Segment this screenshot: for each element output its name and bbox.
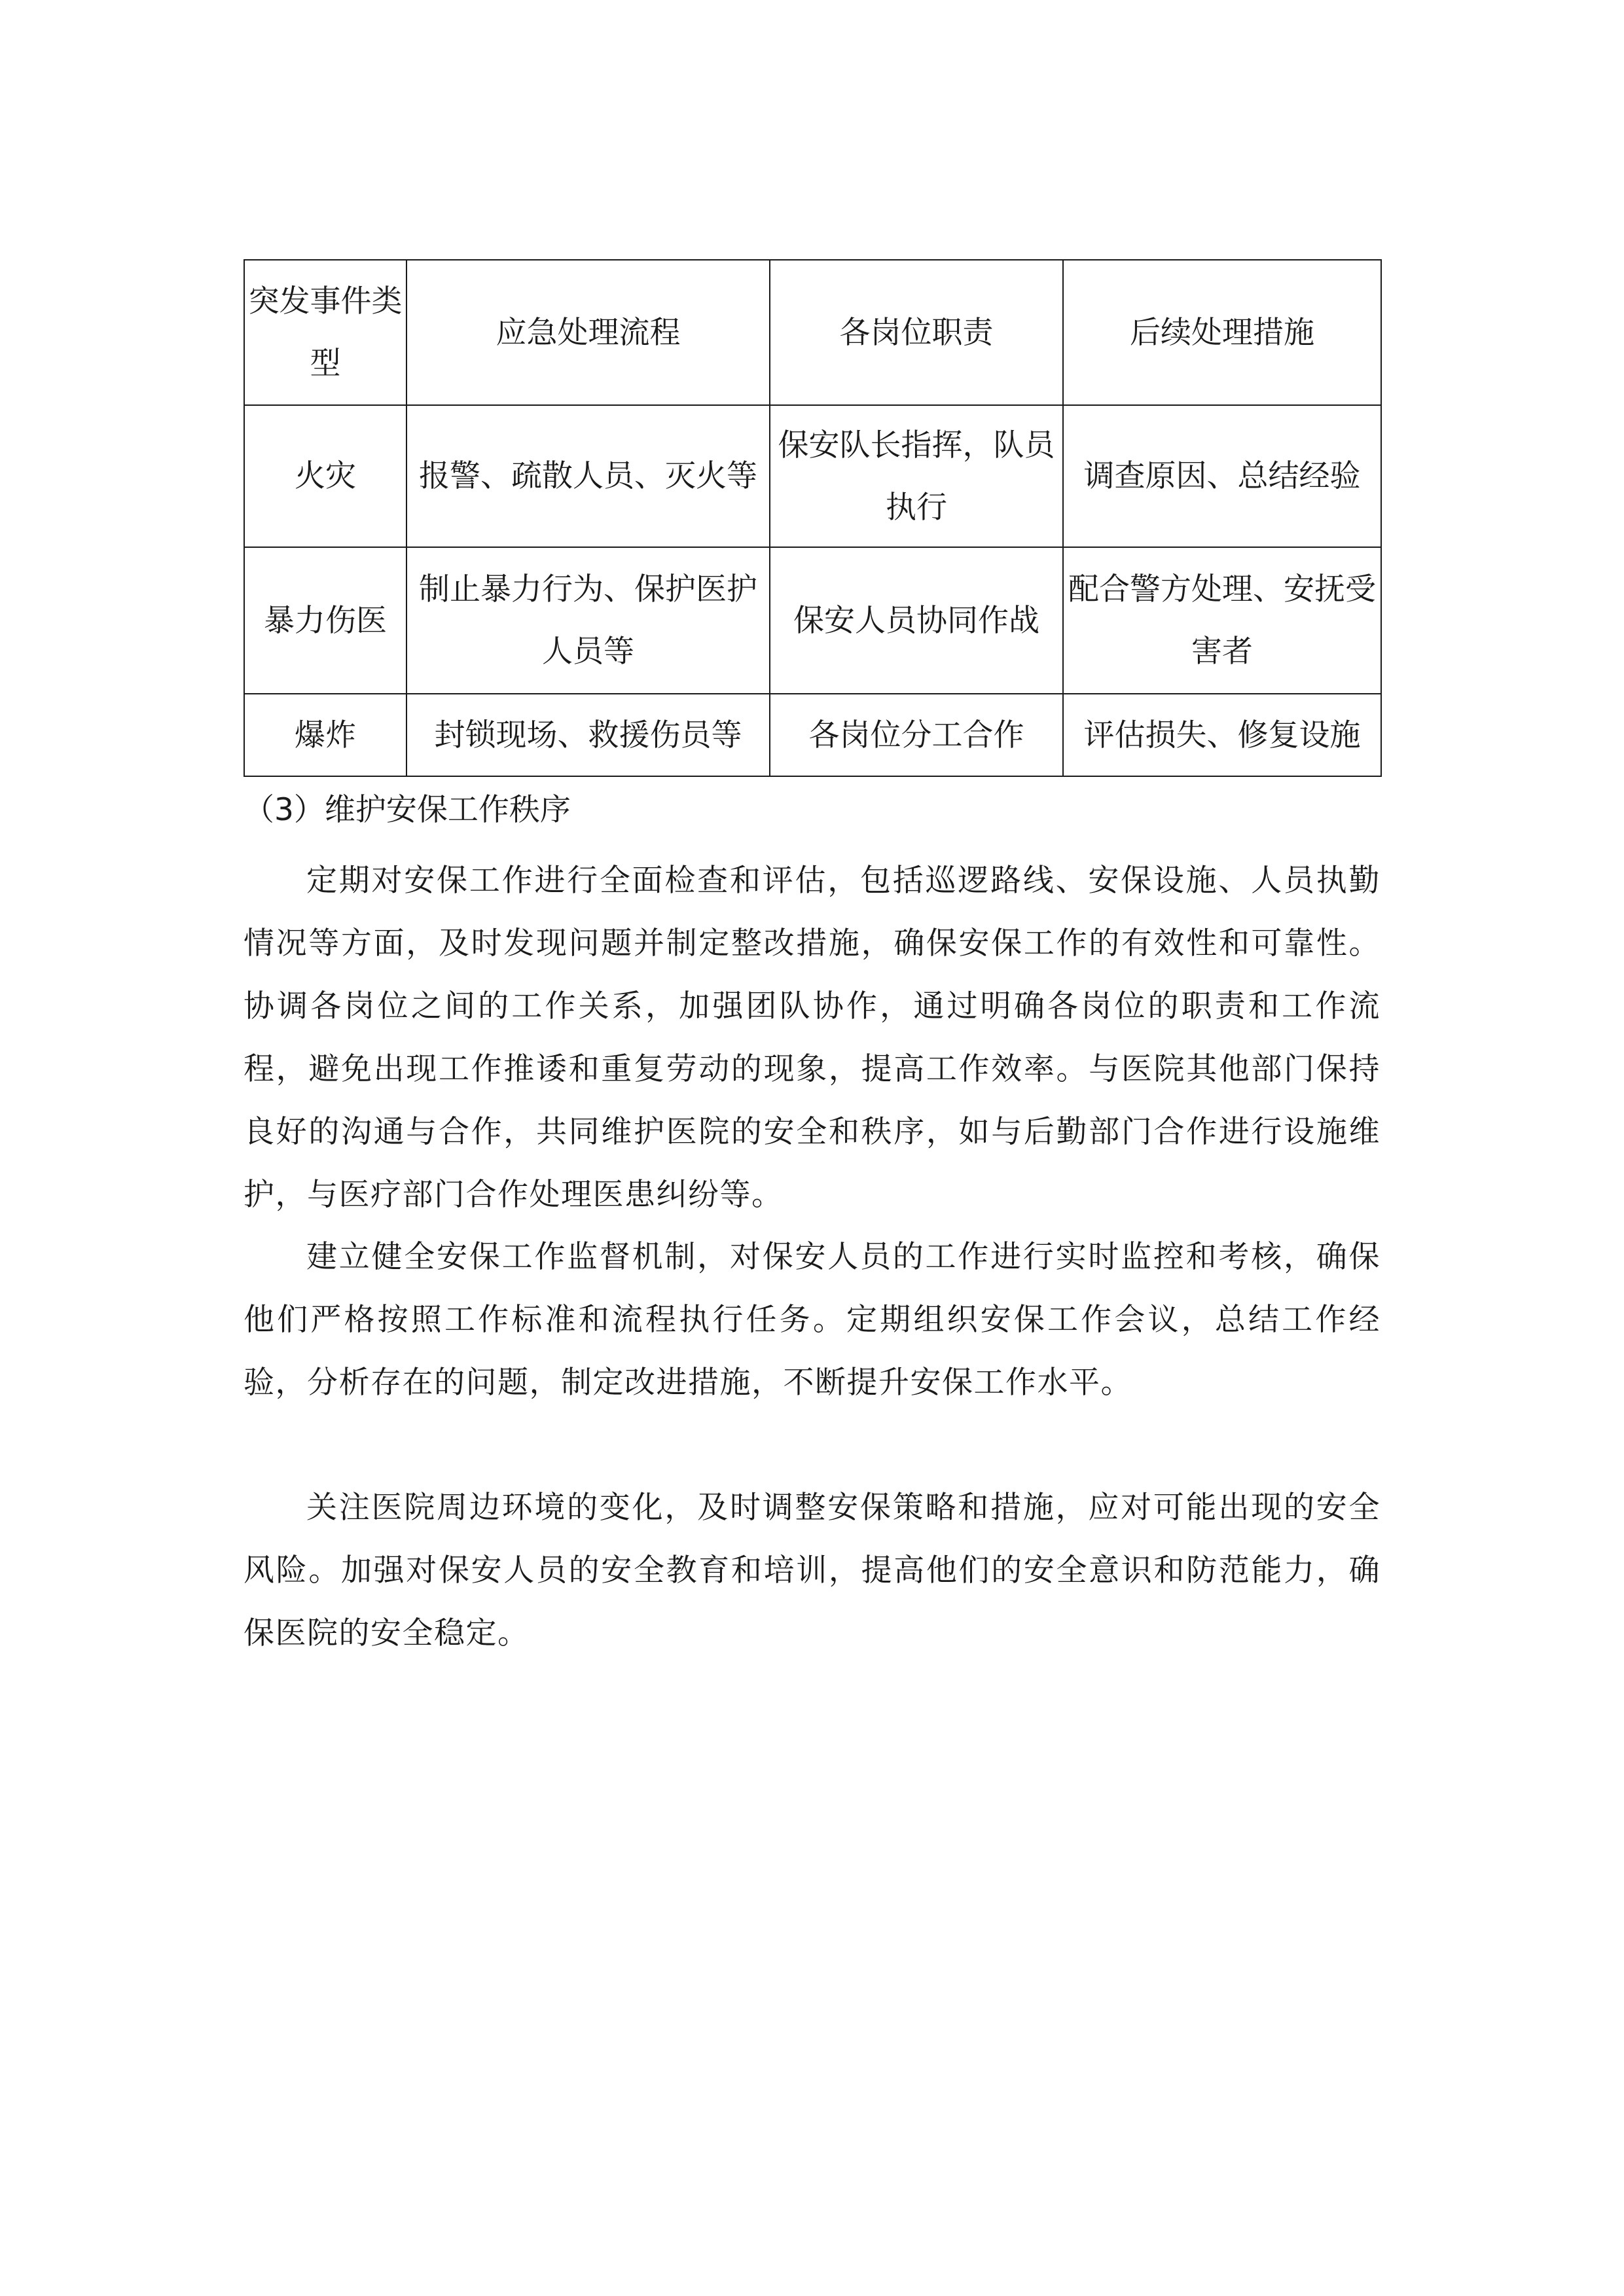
body-paragraph: 定期对安保工作进行全面检查和评估，包括巡逻路线、安保设施、人员执勤情况等方面，及时发现问题并制定整改措施，确保安保工作的有效性和可靠性。协调各岗位之间的工作关系，加强团队协作，通过明确各岗位的职责和工作流程，避免出现工作推诿和重复劳动的现象，提高工作效率。与医院其他部门保持良好的沟通与合作，共同维护医院的安全和秩序，如与后勤部门合作进行设施维护，与医疗部门合作处理医患纠纷等。: [244, 863, 1380, 1213]
header-cell-follow-up: 后续处理措施: [1063, 260, 1381, 405]
body-paragraph: 关注医院周边环境的变化，及时调整安保策略和措施，应对可能出现的安全风险。加强对保安人员的安全教育和培训，提高他们的安全意识和防范能力，确保医院的安全稳定。: [244, 1490, 1380, 1651]
table-header-row: [244, 260, 1381, 405]
section-heading: （3）维护安保工作秩序: [244, 792, 571, 828]
table-row: [244, 405, 1381, 547]
table-cell: 爆炸: [244, 694, 406, 776]
emergency-events-table: [244, 259, 1382, 777]
table-cell: 各岗位分工合作: [770, 694, 1063, 776]
table-cell: 暴力伤医: [244, 547, 406, 694]
body-paragraph: 建立健全安保工作监督机制，对保安人员的工作进行实时监控和考核，确保他们严格按照工作标准和流程执行任务。定期组织安保工作会议，总结工作经验，分析存在的问题，制定改进措施，不断提升安保工作水平。: [244, 1239, 1380, 1401]
table-cell: 封锁现场、救援伤员等: [406, 694, 770, 776]
header-cell-role-duties: 各岗位职责: [770, 260, 1063, 405]
table-cell: 火灾: [244, 405, 406, 547]
table-cell: 调查原因、总结经验: [1063, 405, 1381, 547]
table-cell: 评估损失、修复设施: [1063, 694, 1381, 776]
table-row: [244, 547, 1381, 694]
header-cell-event-type: 突发事件类型: [244, 260, 406, 405]
table-cell: 报警、疏散人员、灭火等: [406, 405, 770, 547]
table-cell: 制止暴力行为、保护医护人员等: [406, 547, 770, 694]
table-cell: 配合警方处理、安抚受害者: [1063, 547, 1381, 694]
header-cell-response-process: 应急处理流程: [406, 260, 770, 405]
table-cell: 保安人员协同作战: [770, 547, 1063, 694]
table-row: [244, 694, 1381, 776]
table-cell: 保安队长指挥，队员执行: [770, 405, 1063, 547]
